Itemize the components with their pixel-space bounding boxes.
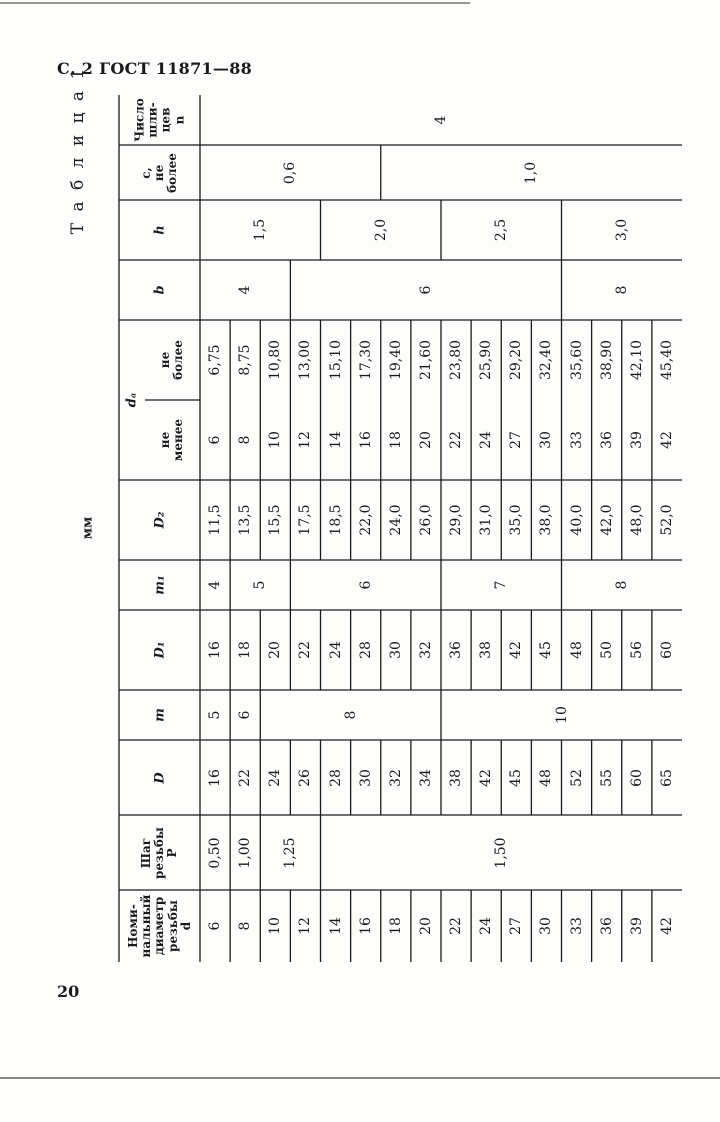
header-d: Номи- нальный диаметр резьбы d	[125, 894, 193, 958]
cell-D: 26	[297, 768, 314, 787]
cell-D1: 38	[478, 641, 495, 659]
cell-D1: 36	[448, 641, 465, 659]
cell-da-min: 16	[357, 431, 374, 449]
cell-da-min: 20	[417, 431, 434, 449]
cell-D2: 26,0	[417, 504, 434, 536]
table-title: Т а б л и ц а 1	[68, 65, 88, 235]
cell-d: 20	[417, 917, 434, 935]
cell-D: 38	[448, 768, 465, 787]
cell-m1: 6	[357, 580, 374, 590]
cell-D: 65	[658, 768, 675, 787]
cell-da-max: 38,90	[598, 339, 615, 381]
cell-h: 1,5	[252, 218, 269, 242]
cell-da-min: 39	[628, 431, 645, 449]
cell-da-max: 42,10	[628, 339, 645, 381]
cell-d: 33	[568, 917, 585, 935]
cell-d: 22	[448, 917, 465, 935]
cell-D1: 16	[207, 641, 224, 659]
cell-D: 45	[508, 768, 525, 787]
cell-da-max: 8,75	[237, 344, 254, 376]
cell-D2: 15,5	[267, 504, 284, 536]
cell-m1: 7	[493, 580, 510, 590]
cell-da-max: 13,00	[297, 339, 314, 381]
cell-D1: 50	[598, 641, 615, 659]
cell-da-min: 12	[297, 431, 314, 449]
cell-D2: 35,0	[508, 504, 525, 536]
cell-da-min: 14	[327, 431, 344, 449]
cell-P: 1,00	[237, 836, 254, 869]
cell-D2: 38,0	[538, 504, 555, 536]
header-h: h	[152, 225, 167, 235]
cell-D2: 17,5	[297, 504, 314, 536]
cell-D1: 48	[568, 641, 585, 659]
cell-D: 22	[237, 768, 254, 787]
header-b: b	[152, 285, 167, 295]
cell-d: 27	[508, 917, 525, 935]
cell-D1: 24	[327, 641, 344, 659]
cell-da-min: 33	[568, 431, 585, 449]
header-da: dₐ	[124, 392, 140, 408]
cell-P: 1,50	[493, 836, 510, 869]
cell-d: 12	[297, 917, 314, 935]
cell-D1: 30	[387, 641, 404, 659]
cell-D: 30	[357, 768, 374, 787]
header-da-min: не менее	[157, 418, 185, 462]
header-c: c, не более	[138, 152, 180, 193]
cell-da-max: 29,20	[508, 339, 525, 381]
cell-D1: 60	[658, 641, 675, 659]
cell-m1: 5	[252, 580, 269, 590]
cell-d: 16	[357, 917, 374, 935]
cell-D2: 29,0	[448, 504, 465, 536]
header-D2: D₂	[152, 511, 167, 529]
cell-d: 14	[327, 917, 344, 935]
cell-P: 1,25	[282, 836, 299, 869]
header-da-max: не более	[157, 340, 185, 380]
cell-D2: 18,5	[327, 504, 344, 536]
cell-d: 36	[598, 917, 615, 935]
cell-D: 28	[327, 768, 344, 787]
cell-D1: 28	[357, 641, 374, 659]
cell-d: 8	[237, 921, 254, 931]
cell-D2: 48,0	[628, 504, 645, 536]
cell-da-min: 10	[267, 431, 284, 449]
cell-D2: 40,0	[568, 504, 585, 536]
cell-m: 10	[553, 706, 570, 724]
cell-D2: 24,0	[387, 504, 404, 536]
cell-da-max: 23,80	[448, 339, 465, 381]
cell-da-max: 25,90	[478, 339, 495, 381]
cell-D: 55	[598, 768, 615, 787]
cell-b: 4	[237, 285, 254, 295]
cell-m1: 4	[207, 580, 224, 590]
cell-da-min: 18	[387, 431, 404, 449]
cell-D: 24	[267, 768, 284, 787]
cell-h: 3,0	[613, 218, 630, 242]
cell-da-min: 24	[478, 431, 495, 449]
cell-D1: 20	[267, 641, 284, 659]
header-n: Число шли- цев n	[132, 98, 186, 142]
cell-D: 60	[628, 768, 645, 787]
cell-da-min: 36	[598, 431, 615, 449]
cell-D2: 52,0	[658, 504, 675, 536]
cell-h: 2,5	[493, 218, 510, 242]
cell-D1: 22	[297, 641, 314, 659]
header-D1: D₁	[152, 641, 167, 659]
cell-d: 39	[628, 917, 645, 935]
cell-da-max: 32,40	[538, 339, 555, 381]
header-m1: m₁	[152, 575, 167, 595]
cell-da-min: 6	[207, 435, 224, 445]
cell-da-max: 6,75	[207, 344, 224, 376]
cell-m: 8	[342, 710, 359, 720]
cell-b: 6	[417, 285, 434, 295]
bottom-scan-rule	[0, 1077, 720, 1079]
cell-D1: 32	[417, 641, 434, 659]
cell-D1: 45	[538, 641, 555, 659]
cell-c: 1,0	[523, 161, 540, 184]
cell-D: 52	[568, 768, 585, 787]
cell-da-max: 10,80	[267, 339, 284, 381]
cell-b: 8	[613, 285, 630, 295]
cell-da-min: 22	[448, 431, 465, 449]
cell-c: 0,6	[282, 161, 299, 184]
cell-m1: 8	[613, 580, 630, 590]
cell-h: 2,0	[372, 218, 389, 242]
cell-D2: 31,0	[478, 504, 495, 536]
cell-D2: 11,5	[207, 504, 224, 536]
cell-D: 34	[417, 768, 434, 787]
cell-d: 42	[658, 917, 675, 935]
cell-da-max: 35,60	[568, 339, 585, 381]
page-number: 20	[57, 982, 80, 1001]
cell-P: 0,50	[207, 836, 224, 869]
cell-D: 16	[207, 768, 224, 787]
header-P: Шаг резьбы P	[138, 826, 180, 879]
unit-label: мм	[80, 516, 96, 540]
cell-m: 5	[207, 710, 224, 720]
cell-d: 18	[387, 917, 404, 935]
cell-d: 6	[207, 921, 224, 931]
cell-D1: 18	[237, 641, 254, 659]
cell-d: 30	[538, 917, 555, 935]
cell-D2: 42,0	[598, 504, 615, 536]
header-m: m	[152, 708, 167, 722]
cell-n: 4	[433, 115, 449, 125]
cell-da-min: 8	[237, 435, 254, 445]
cell-D2: 13,5	[237, 504, 254, 536]
cell-D1: 42	[508, 641, 525, 659]
page-header: С. 2 ГОСТ 11871—88	[57, 59, 253, 78]
cell-d: 24	[478, 917, 495, 935]
cell-m: 6	[237, 710, 254, 720]
cell-da-max: 15,10	[327, 339, 344, 381]
cell-da-max: 19,40	[387, 339, 404, 381]
header-D: D	[152, 771, 167, 784]
cell-d: 10	[267, 917, 284, 935]
cell-D1: 56	[628, 641, 645, 659]
cell-D: 42	[478, 768, 495, 787]
cell-D2: 22,0	[357, 504, 374, 536]
cell-da-min: 42	[658, 431, 675, 449]
cell-da-max: 21,60	[417, 339, 434, 381]
cell-da-max: 45,40	[658, 339, 675, 381]
cell-da-min: 27	[508, 431, 525, 449]
cell-da-min: 30	[538, 431, 555, 449]
cell-D: 32	[387, 768, 404, 787]
cell-D: 48	[538, 768, 555, 787]
cell-da-max: 17,30	[357, 339, 374, 381]
